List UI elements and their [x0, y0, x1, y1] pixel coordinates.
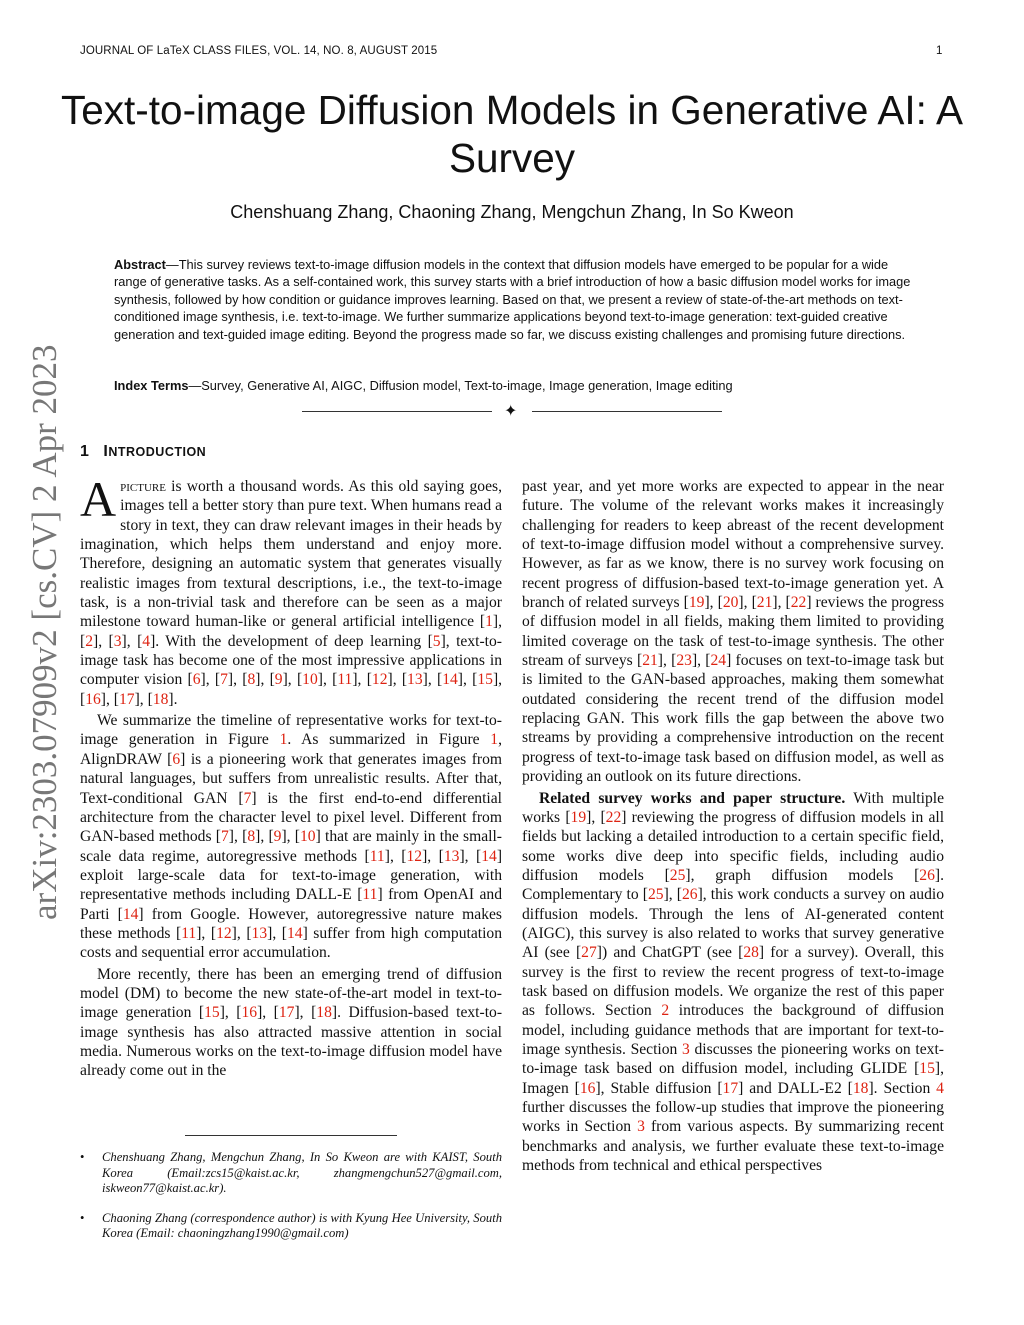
text-run: for a survey). Overall, this survey is the first to review the recent progress of text-to-image task based on diffusion models. We organize the rest of this paper as follows.: [522, 944, 945, 1020]
text-run: [: [175, 924, 182, 942]
text-run: introduces the background of diffusion model, including guidance methods that are important for text-to-image synthesis.: [522, 1002, 944, 1058]
text-run: ]: [331, 1004, 338, 1022]
abstract: [114, 256, 914, 343]
text-run: ]: [134, 690, 140, 708]
text-run: [: [117, 905, 123, 923]
paragraph: [522, 477, 944, 787]
text-run: [: [80, 632, 86, 650]
text-run: [: [215, 828, 221, 846]
text-run: [: [574, 1079, 580, 1097]
citation-link[interactable]: 6: [192, 671, 201, 689]
text-run: ]: [758, 944, 765, 962]
text-run: . Diffusion-based text-to-image synthesis has also attracted massive attention in social media. Numerous works on the text-to-image diffusion model have already come out in the: [80, 1004, 503, 1080]
text-run: ,: [126, 632, 138, 650]
text-run: [: [476, 847, 482, 865]
section-number: 1: [80, 443, 90, 460]
text-run: ,: [591, 808, 601, 826]
citation-link[interactable]: 26: [681, 886, 698, 904]
text-run: ]: [459, 847, 465, 865]
footnotes: [80, 1150, 502, 1256]
citation-link[interactable]: 12: [216, 924, 232, 942]
text-run: [: [437, 671, 443, 689]
citation-link[interactable]: 21: [642, 652, 658, 670]
section-heading: [80, 443, 206, 461]
paper-title: Text-to-image Diffusion Models in Generative AI: A Survey: [61, 87, 963, 181]
citation-link[interactable]: 7: [220, 828, 229, 846]
text-run: ]: [422, 671, 428, 689]
text-run: ]: [387, 671, 393, 689]
text-run: [: [80, 690, 86, 708]
reference-link[interactable]: 4: [936, 1079, 944, 1097]
text-run: [: [311, 1004, 317, 1022]
text-run: ,: [743, 594, 752, 612]
paragraph-heading: Related survey works and paper structure.: [539, 789, 846, 807]
text-run: ]: [657, 652, 663, 670]
text-run: [: [575, 944, 582, 962]
paragraph: [80, 471, 503, 709]
citation-link[interactable]: 13: [407, 671, 423, 689]
text-run: [: [472, 671, 478, 689]
paragraph: [80, 965, 502, 1081]
text-run: [: [294, 828, 300, 846]
citation-link[interactable]: 22: [605, 808, 622, 826]
citation-link[interactable]: 14: [442, 671, 458, 689]
text-run: ,: [233, 828, 243, 846]
text-run: ,: [224, 1004, 237, 1022]
citation-link[interactable]: 14: [286, 924, 303, 942]
text-run: ]: [738, 1079, 744, 1097]
text-run: ,: [139, 690, 148, 708]
text-run: ]: [492, 671, 499, 689]
text-run: ]: [352, 671, 358, 689]
text-run: is the first end-to-end differential architecture from the character level to pixel level. Different from GAN-based methods: [80, 789, 502, 846]
bullet-icon: •: [80, 1210, 85, 1225]
text-run: ]: [121, 632, 127, 650]
text-run: ,: [427, 671, 437, 689]
text-run: [: [357, 886, 363, 904]
text-run: ]: [596, 944, 602, 962]
text-run: ]: [317, 671, 323, 689]
text-run: ]: [663, 886, 669, 904]
citation-link[interactable]: 12: [371, 671, 388, 689]
text-run: ,: [272, 924, 282, 942]
text-run: ]: [868, 1079, 874, 1097]
text-run: ,: [697, 652, 706, 670]
text-run: ,: [299, 1004, 312, 1022]
citation-link[interactable]: 18: [316, 1004, 332, 1022]
reference-link[interactable]: 1: [490, 731, 499, 749]
text-run: ]: [697, 886, 703, 904]
text-run: [: [676, 886, 682, 904]
text-run: ]: [196, 924, 202, 942]
text-run: ]: [281, 828, 287, 846]
text-run: [: [147, 690, 153, 708]
text-run: ,: [498, 613, 502, 631]
paragraph-text: [522, 790, 944, 1175]
separator-rule-right: [532, 411, 722, 412]
text-run: ]: [302, 924, 308, 942]
footnote: • Chaoning Zhang (correspondence author) is with Kyung Hee University, South Korea (Email: chaoningzhang1990@gmail.com): [80, 1210, 502, 1241]
text-run: [: [108, 632, 114, 650]
text-run: [: [269, 671, 275, 689]
citation-link[interactable]: 6: [172, 750, 181, 768]
text-run: ]: [100, 690, 106, 708]
text-run: is a pioneering work that generates images from natural languages, but suffers from unrealistic results. After that, Text-conditional GAN: [80, 750, 503, 807]
text-run: ) and ChatGPT (see: [601, 944, 739, 962]
diamond-separator-icon: ✦: [504, 403, 518, 420]
text-run: [: [167, 750, 173, 768]
citation-link[interactable]: 17: [722, 1079, 739, 1097]
citation-link[interactable]: 16: [579, 1079, 596, 1097]
citation-link[interactable]: 18: [152, 690, 169, 708]
citation-link[interactable]: 13: [251, 924, 268, 942]
text-run: More recently, there has been an emerging trend of diffusion model (DM) to become the new state-of-the-art model in text-to-image generation: [80, 965, 502, 1022]
text-run: ,: [498, 671, 503, 689]
text-run: [: [785, 594, 791, 612]
citation-link[interactable]: 3: [113, 632, 122, 650]
text-run: ]: [492, 613, 499, 631]
abstract-text: —This survey reviews text-to-image diffusion models in the context that diffusion models have emerged to be popular for a wide range of generative tasks. As a self-contained work, this survey starts with a brief introduction of how a basic diffusion model works for image synthesis, followed by how condition or guidance improves learning. Based on that, we present a review of state-of-the-art methods on text-conditioned image synthesis, i.e. text-to-image. We further summarize applications beyond text-to-image generation: text-guided creative generation and text-guided image editing. Beyond the progress made so far, we discuss existing challenges and promising future directions.: [114, 257, 911, 342]
text-run: ]: [168, 690, 174, 708]
text-run: ,: [260, 671, 270, 689]
text-run: [: [210, 924, 217, 942]
citation-link[interactable]: 16: [85, 690, 101, 708]
citation-link[interactable]: 27: [581, 944, 597, 962]
text-run: ]: [806, 594, 812, 612]
text-run: ]: [691, 652, 698, 670]
text-run: ]: [726, 652, 732, 670]
footnote: • Chenshuang Zhang, Mengchun Zhang, In So Kweon are with KAIST, South Korea (Email:zcs15@kaist.ac.kr, zhangmengchun527@gmail.com, iskweon77@kaist.ac.kr).: [80, 1150, 502, 1196]
citation-link[interactable]: 18: [852, 1079, 869, 1097]
text-run: Section: [883, 1079, 937, 1097]
citation-link[interactable]: 8: [247, 671, 256, 689]
text-run: that are mainly in the small-scale data regime, autoregressive methods: [80, 828, 503, 865]
text-run: ]: [219, 1004, 225, 1022]
text-run: [: [246, 924, 252, 942]
text-run: from various aspects. By summarizing recent benchmarks and analysis, we further evaluate these text-to-image methods from technical and ethical perspectives: [522, 1118, 944, 1175]
text-run: [: [242, 671, 248, 689]
running-head: JOURNAL OF LaTeX CLASS FILES, VOL. 14, NO. 8, AUGUST 2015: [80, 45, 438, 57]
text-run: [: [479, 613, 486, 631]
text-run: [: [113, 690, 119, 708]
bullet-icon: •: [80, 1150, 85, 1164]
text-run: [: [427, 632, 433, 650]
text-run: ]: [150, 632, 156, 650]
text-run: , Imagen: [522, 1060, 944, 1097]
text-run: [: [751, 594, 757, 612]
text-run: past year, and yet more works are expected to appear in the near future. The volume of the relevant works makes it increasingly challenging for readers to keep abreast of the recent development of text-to-image diffusion model without a comprehensive survey. However, as far as we know, there is no survey work focusing on recent progress of diffusion-based text-to-image generation yet. A branch of related surveys: [522, 478, 944, 612]
text-run: ]: [255, 671, 261, 689]
text-run: [: [281, 924, 287, 942]
footnote-rule: [185, 1135, 397, 1136]
text-run: [: [664, 866, 670, 884]
text-run: ]: [377, 886, 383, 904]
right-column: [522, 477, 944, 1175]
text-run: ,: [463, 671, 473, 689]
text-run: , Stable diffusion: [600, 1079, 718, 1097]
citation-link[interactable]: 23: [676, 652, 692, 670]
text-run: [: [565, 808, 571, 826]
citation-link[interactable]: 22: [790, 594, 807, 612]
text-run: . As summarized in: [287, 731, 439, 749]
text-run: [: [683, 594, 689, 612]
citation-link[interactable]: 7: [243, 789, 252, 807]
text-run: ,: [392, 671, 402, 689]
citation-link[interactable]: 9: [274, 671, 283, 689]
text-run: further discusses the follow-up studies that improve the pioneering works in: [522, 1099, 944, 1136]
text-run: ]: [440, 632, 446, 650]
text-run: ]: [231, 924, 237, 942]
citation-link[interactable]: 10: [299, 828, 316, 846]
text-run: and DALL-E2: [743, 1079, 848, 1097]
paragraph-text: [80, 471, 503, 708]
page-number: 1: [936, 45, 943, 57]
citation-link[interactable]: 7: [220, 671, 228, 689]
text-run: ]: [315, 828, 321, 846]
text-run: [: [636, 652, 643, 670]
text-run: , AlignDRAW: [80, 731, 502, 768]
citation-link[interactable]: 25: [647, 886, 664, 904]
citation-link[interactable]: 26: [919, 866, 935, 884]
separator-rule-left: [302, 411, 492, 412]
citation-link[interactable]: 28: [743, 944, 759, 962]
text-run: ]: [422, 847, 428, 865]
text-run: Figure: [438, 731, 491, 749]
first-word: picture: [120, 478, 166, 495]
citation-link[interactable]: 9: [273, 828, 282, 846]
reference-link[interactable]: 2: [661, 1002, 670, 1020]
text-run: ]: [772, 594, 778, 612]
text-run: exploit large-scale data for text-to-image generation, with representative methods including DALL-E: [80, 866, 502, 904]
citation-link[interactable]: 16: [241, 1004, 258, 1022]
text-run: ]: [595, 1079, 601, 1097]
text-run: [: [187, 671, 193, 689]
text-run: ,: [233, 671, 243, 689]
citation-link[interactable]: 11: [181, 924, 197, 942]
drop-cap: A: [80, 471, 117, 527]
text-run: [: [717, 1079, 723, 1097]
text-run: ]: [180, 750, 186, 768]
text-run: ,: [201, 924, 211, 942]
text-run: is worth a thousand words. As this old saying goes, images tell a better story than pure text. When humans read a story in text, they can draw relevant images in their heads by imagination, which helps them understand and enjoy more. Therefore, designing an automatic system that generates visually realistic images from textural descriptions, i.e., the text-to-image task, is a non-trivial task and therefore can be seen as a major milestone toward human-like or general artificial intelligence: [80, 478, 502, 631]
text-run: Section: [604, 1002, 662, 1020]
text-run: [: [137, 632, 143, 650]
index-terms-label: Index Terms: [114, 378, 189, 393]
text-run: [: [401, 671, 408, 689]
text-run: ]: [586, 808, 592, 826]
text-run: [: [364, 847, 370, 865]
citation-link[interactable]: 15: [477, 671, 493, 689]
text-run: [: [671, 652, 677, 670]
text-run: .: [173, 690, 178, 708]
text-run: [: [238, 789, 244, 807]
text-run: ,: [464, 847, 477, 865]
text-run: ,: [668, 886, 677, 904]
text-run: ]: [138, 905, 144, 923]
reference-link[interactable]: 1: [279, 731, 288, 749]
text-run: [: [914, 866, 920, 884]
text-run: focuses on text-to-image task but is limited to the GAN-based approaches, making them somewhat outdated considering the recent trend of the diffusion model replacing GAN. This work fills the gap between the above two streams by providing a comprehensive introduction on the recent progress of text-to-image task based on diffusion model, as well as providing an outlook on its future directions.: [522, 652, 944, 786]
text-run: ,: [260, 828, 269, 846]
index-terms-text: —Survey, Generative AI, AIGC, Diffusion model, Text-to-image, Image generation, Image editing: [188, 378, 733, 393]
reference-link[interactable]: 3: [637, 1118, 645, 1136]
text-run: ,: [106, 690, 114, 708]
text-run: ,: [662, 652, 672, 670]
text-run: ]: [93, 632, 99, 650]
text-run: Section: [630, 1040, 683, 1058]
text-run: [: [642, 886, 648, 904]
text-run: ]: [685, 866, 691, 884]
text-run: [: [236, 1004, 242, 1022]
text-run: reviewing the progress of diffusion models in all fields but lacking a detailed introduction to a certain specific field, some works dive deep into specific fields, including audio diffusion models: [522, 808, 945, 884]
citation-link[interactable]: 19: [570, 808, 587, 826]
text-run: ]: [267, 924, 273, 942]
arxiv-stamp[interactable]: arXiv:2303.07909v2 [cs.CV] 2 Apr 2023: [25, 344, 64, 920]
text-run: ,: [777, 594, 786, 612]
text-run: [: [847, 1079, 853, 1097]
citation-link[interactable]: 8: [247, 828, 256, 846]
citation-link[interactable]: 24: [710, 652, 727, 670]
text-run: ,: [322, 671, 333, 689]
text-run: ]: [496, 847, 503, 865]
text-run: ,: [98, 632, 109, 650]
text-run: ]: [934, 866, 941, 884]
text-run: suffer from high computation costs and sequential error accumulation.: [80, 924, 503, 962]
text-run: ,: [427, 847, 439, 865]
text-run: [: [198, 1004, 205, 1022]
text-run: ,: [287, 671, 297, 689]
text-run: ]: [738, 594, 744, 612]
left-column: [80, 471, 503, 1081]
text-run: We summarize the timeline of representative works for text-to-image generation in: [80, 712, 502, 749]
text-run: .: [873, 1079, 884, 1097]
text-run: from Google. However, autoregressive nature makes these methods: [80, 905, 502, 942]
text-run: . With the development of deep learning: [155, 632, 428, 650]
text-run: [: [705, 652, 711, 670]
citation-link[interactable]: 19: [688, 594, 705, 612]
text-run: [: [438, 847, 444, 865]
index-terms: [114, 378, 914, 393]
citation-link[interactable]: 17: [119, 690, 135, 708]
text-run: ]: [282, 671, 288, 689]
text-run: [: [600, 808, 606, 826]
text-run: ]: [457, 671, 463, 689]
text-run: ,: [709, 594, 718, 612]
text-run: With multiple works: [522, 789, 944, 826]
citation-link[interactable]: 11: [337, 671, 353, 689]
text-run: ]: [384, 847, 390, 865]
citation-link[interactable]: 14: [122, 905, 139, 923]
section-title-initial: I: [103, 443, 109, 460]
text-run: [: [366, 671, 372, 689]
text-run: from OpenAI and Parti: [80, 886, 502, 923]
text-run: Figure: [228, 731, 280, 749]
text-run: ,: [205, 671, 215, 689]
text-run: Section: [584, 1118, 638, 1136]
citation-link[interactable]: 14: [481, 847, 497, 865]
text-run: [: [401, 847, 407, 865]
text-run: ]: [255, 828, 261, 846]
text-run: . Complementary to: [522, 866, 944, 904]
text-run: ]: [294, 1004, 300, 1022]
section-title-rest: NTRODUCTION: [108, 445, 207, 459]
text-run: ]: [200, 671, 206, 689]
text-run: ]: [934, 1060, 941, 1078]
citation-link[interactable]: 5: [432, 632, 441, 650]
text-run: [: [914, 1060, 920, 1078]
citation-link[interactable]: 4: [142, 632, 151, 650]
citation-link[interactable]: 12: [406, 847, 423, 865]
text-run: discusses the pioneering works on text-to-image task based on diffusion model, including GLIDE: [522, 1040, 944, 1078]
citation-link[interactable]: 25: [669, 866, 686, 884]
text-run: , text-to-image task has become one of the most impressive applications in computer vision: [80, 632, 502, 689]
text-run: ,: [389, 847, 402, 865]
text-run: ]: [704, 594, 710, 612]
citation-link[interactable]: 20: [722, 594, 739, 612]
citation-link[interactable]: 13: [443, 847, 460, 865]
text-run: [: [273, 1004, 279, 1022]
citation-link[interactable]: 2: [85, 632, 93, 650]
text-run: [: [738, 944, 744, 962]
paragraph: [522, 789, 944, 1176]
text-run: ,: [262, 1004, 274, 1022]
text-run: ]: [621, 808, 627, 826]
citation-link[interactable]: 10: [302, 671, 318, 689]
citation-link[interactable]: 17: [278, 1004, 295, 1022]
citation-link[interactable]: 11: [369, 847, 385, 865]
text-run: , this work conducts a survey on audio diffusion models. Through the lens of AI-generated content (AIGC), this survey is also related to works that survey generative AI (see: [522, 886, 944, 962]
text-run: [: [717, 594, 723, 612]
text-run: ]: [227, 671, 234, 689]
citation-link[interactable]: 1: [485, 613, 493, 631]
citation-link[interactable]: 15: [204, 1004, 220, 1022]
paragraph: [80, 711, 502, 962]
text-run: ,: [286, 828, 295, 846]
text-run: [: [332, 671, 338, 689]
text-run: ]: [257, 1004, 263, 1022]
text-run: [: [242, 828, 248, 846]
citation-link[interactable]: 21: [756, 594, 773, 612]
text-run: ]: [251, 789, 257, 807]
text-run: [: [268, 828, 274, 846]
citation-link[interactable]: 11: [362, 886, 378, 904]
text-run: reviews the progress of diffusion model in all fields, making them limited to providing limited coverage on the task of test-to-image synthesis. The other stream of surveys: [522, 594, 945, 670]
text-run: [: [214, 671, 221, 689]
text-run: , graph diffusion models: [690, 866, 915, 884]
author-list: Chenshuang Zhang, Chaoning Zhang, Mengchun Zhang, In So Kweon: [230, 202, 794, 222]
citation-link[interactable]: 15: [919, 1060, 935, 1078]
text-run: [: [296, 671, 303, 689]
text-run: ]: [228, 828, 234, 846]
reference-link[interactable]: 3: [682, 1040, 690, 1058]
abstract-label: Abstract: [114, 257, 166, 272]
text-run: ,: [236, 924, 247, 942]
text-run: ,: [357, 671, 367, 689]
